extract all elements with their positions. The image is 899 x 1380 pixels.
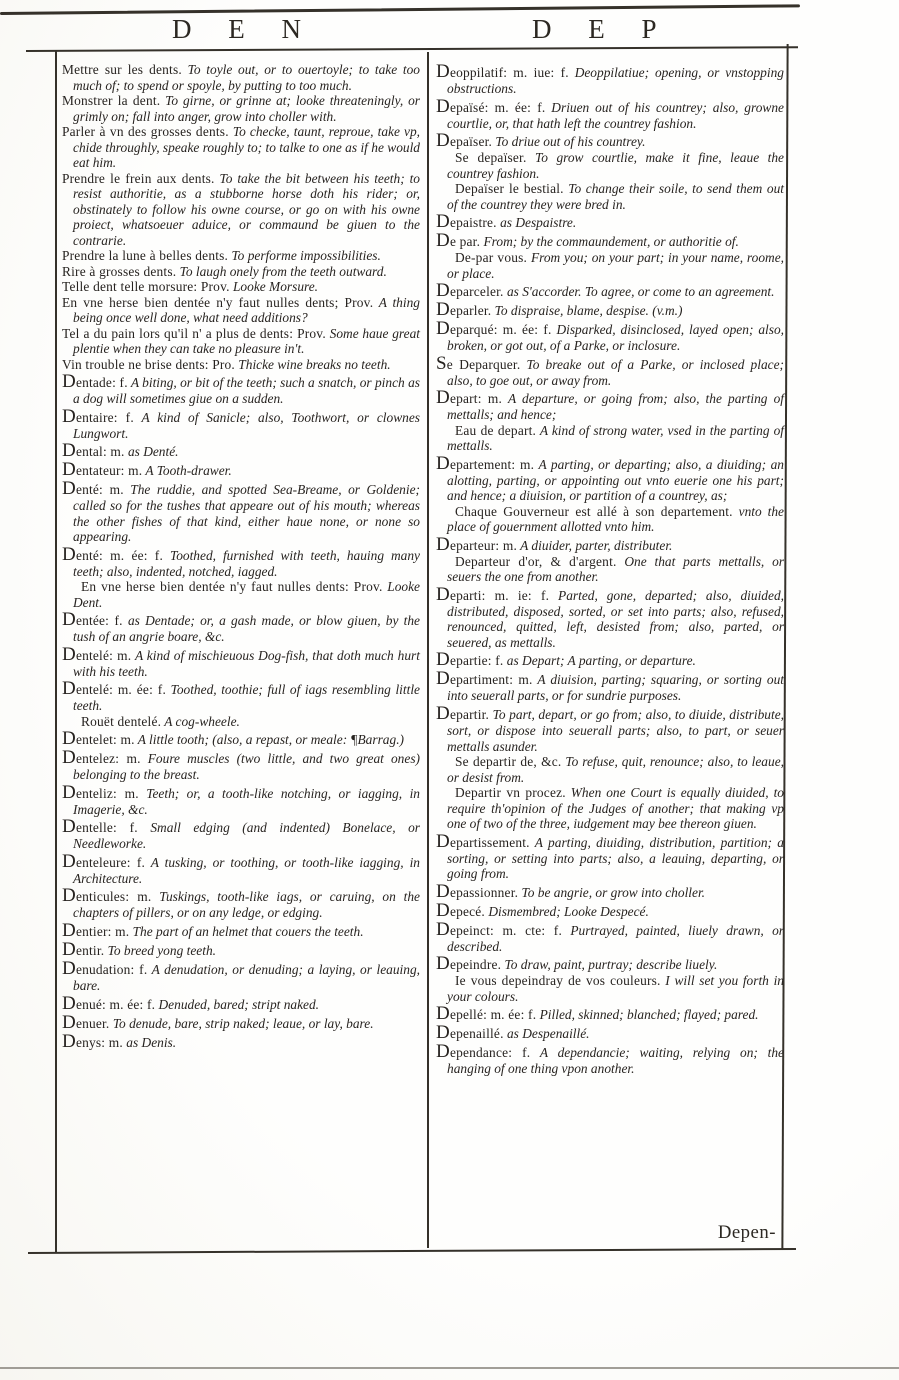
dictionary-entry [62, 783, 420, 818]
entry-term: Dentir. [62, 939, 105, 960]
entry-term: De par. [436, 230, 481, 252]
entry-initial-capital: D [62, 958, 76, 980]
dictionary-entry [436, 920, 784, 955]
entry-initial-capital: D [62, 850, 76, 872]
dictionary-entry [436, 388, 784, 423]
dictionary-entry [436, 882, 784, 901]
entry-definition: as Despenaillé. [503, 1026, 590, 1042]
dictionary-entry [436, 454, 784, 504]
entry-definition: A diuision, parting; squaring, or sorting out into seuerall parts, or for sundrie purposes. [447, 672, 784, 704]
entry-definition: A parting, or departing; also, a diuiding; an alotting, parting, or appointing out vnto euerie one his part; and hence; a diuision, or partition of a countrey, as; [447, 456, 784, 504]
entry-initial-capital: D [436, 953, 450, 975]
entry-term: Rouët dentelé. [81, 713, 162, 729]
dictionary-entry [436, 669, 784, 704]
entry-term: Dentateur: m. [62, 459, 143, 481]
entry-definition: Looke Dent. [73, 579, 420, 610]
dictionary-entry [436, 423, 784, 454]
entry-definition: To breake out of a Parke, or inclosed place; also, to goe out, or away from. [447, 356, 784, 388]
entry-term: Dentelé: m. [62, 643, 132, 665]
entry-term: Depeinct: m. cte: f. [436, 918, 562, 940]
entry-term: Rire à grosses dents. [62, 263, 177, 279]
entry-term: Tel a du pain lors qu'il n' a plus de dents: Prov. [62, 325, 326, 341]
entry-term: Dentelle: f. [62, 816, 138, 838]
entry-term: Dentelez: m. [62, 747, 141, 769]
entry-term: Dentelet: m. [62, 728, 135, 750]
dictionary-entry [62, 714, 420, 730]
entry-term: Chaque Gouverneur est allé à son departement. [455, 503, 733, 519]
entry-term: De-par vous. [455, 250, 528, 266]
entry-term: Deoppilatif: m. iue: f. [436, 61, 569, 82]
entry-definition: as Denis. [122, 1034, 177, 1050]
dictionary-entry [436, 319, 784, 354]
entry-initial-capital: D [436, 702, 450, 724]
entry-term: Depaïsé: m. ée: f. [436, 95, 546, 117]
entry-initial-capital: D [436, 668, 450, 690]
entry-definition: Foure muscles (two little, and two great ones) belonging to the breast. [73, 751, 420, 783]
entry-initial-capital: D [436, 918, 450, 940]
entry-definition: From; by the commaundement, or authoritie of. [480, 234, 739, 250]
entry-definition: as Dentade; or, a gash made, or blow giuen, by the tush of an angrie boare, &c. [73, 613, 420, 645]
entry-term: Departeur d'or, & d'argent. [455, 553, 617, 569]
dictionary-entry [436, 785, 784, 832]
entry-term: Depecé. [436, 899, 485, 921]
dictionary-entry [436, 1023, 784, 1042]
entry-definition: A diuider, parter, distributer. [517, 537, 673, 553]
entry-term: Dentée: f. [62, 609, 123, 631]
entry-definition: Driuen out of his countrey; also, growne courtlie, or, that hath left the countrey fashion. [447, 99, 784, 131]
dictionary-entry [436, 231, 784, 250]
frame-bottom-rule [28, 1248, 796, 1254]
header-bottom-rule [26, 46, 798, 52]
entry-initial-capital: D [62, 1030, 76, 1052]
dictionary-entry [436, 281, 784, 300]
entry-term: Depellé: m. ée: f. [436, 1003, 537, 1025]
entry-definition: To driue out of his countrey. [492, 134, 646, 150]
entry-definition: To breed yong teeth. [104, 943, 216, 958]
dictionary-entry [436, 554, 784, 585]
entry-definition: Dismembred; Looke Despecé. [484, 903, 649, 919]
entry-definition: A kind of mischieuous Dog-fish, that doth much hurt with his teeth. [73, 647, 420, 679]
entry-initial-capital: D [62, 609, 76, 631]
dictionary-entry [62, 817, 420, 852]
dictionary-entry [436, 1004, 784, 1023]
entry-initial-capital: D [436, 230, 450, 252]
entry-definition: To be angrie, or grow into choller. [518, 884, 706, 900]
dictionary-entry [62, 357, 420, 373]
dictionary-entry [62, 372, 420, 407]
frame-left-rule [55, 50, 57, 1252]
dictionary-entry [436, 1042, 784, 1077]
page-bottom-edge [0, 1367, 899, 1369]
entry-term: Dentier: m. [62, 919, 130, 941]
entry-initial-capital: D [62, 678, 76, 700]
entry-definition: vnto the place of gouernment allotted vnto him. [447, 503, 784, 535]
dictionary-entry [62, 1013, 420, 1032]
entry-initial-capital: D [436, 1041, 450, 1063]
column-right [436, 62, 784, 1077]
entry-definition: Purtrayed, painted, liuely drawn, or described. [447, 922, 785, 954]
entry-definition: The ruddie, and spotted Sea-Breame, or Goldenie; called so for the tushes that appeare out of his mouth; whereas the other fishes of that kind, either haue none, or none so appearing. [73, 482, 420, 545]
entry-term: Dentade: f. [62, 371, 128, 392]
catchword [436, 1222, 776, 1244]
dictionary-entry [436, 535, 784, 554]
entry-term: En vne herse bien dentée n'y faut nulles dents: Prov. [81, 579, 383, 595]
entry-term: Departir vn procez. [455, 785, 566, 800]
dictionary-entry [62, 171, 420, 249]
entry-term: Depaïser. [436, 130, 493, 152]
dictionary-entry [62, 940, 420, 959]
entry-term: Departir. [436, 702, 490, 724]
entry-initial-capital: D [62, 478, 76, 500]
entry-definition: To performe impossibilities. [228, 248, 381, 263]
entry-initial-capital: D [436, 899, 450, 921]
dictionary-entry [436, 181, 784, 212]
entry-term: Depeindre. [436, 953, 502, 975]
entry-definition: Toothed, toothie; full of iags resembling little teeth. [73, 682, 420, 714]
catchword-text: Depen- [717, 1222, 776, 1243]
entry-definition: Pilled, skinned; blanched; flayed; pared. [536, 1007, 759, 1023]
entry-initial-capital: D [436, 299, 450, 321]
entry-term: Dentelé: m. ée: f. [62, 678, 166, 700]
entry-definition: A departure, or going from; also, the parting of mettalls; and hence; [447, 391, 784, 423]
entry-initial-capital: D [436, 583, 450, 605]
entry-definition: Denuded, bared; stript naked. [155, 996, 320, 1012]
entry-initial-capital: D [436, 880, 450, 902]
dictionary-entry [62, 279, 420, 295]
entry-term: Departissement. [436, 830, 530, 852]
entry-definition: Disparked, disinclosed, layed open; also, broken, or got out, of a Parke, or inclosure. [447, 322, 784, 354]
entry-definition: From you; on your part; in your name, roome, or place. [447, 250, 784, 281]
entry-term: Denté: m. [62, 478, 124, 500]
dictionary-entry [62, 407, 420, 442]
entry-term: Depaistre. [436, 211, 497, 233]
entry-initial-capital: D [62, 939, 76, 960]
entry-definition: A parting, diuiding, distribution, partition; a sorting, or setting into parts; also, a leauing, departing, or going from. [447, 834, 784, 882]
entry-definition: To girne, or grinne at; looke threateningly, or grimly on; fall into anger, grow into choller with. [73, 93, 420, 124]
dictionary-entry [62, 921, 420, 940]
entry-initial-capital: D [62, 459, 76, 481]
entry-definition: as Denté. [124, 444, 179, 460]
entry-term: Eau de depart. [455, 422, 537, 438]
dictionary-entry [436, 754, 784, 785]
entry-initial-capital: D [62, 728, 76, 750]
dictionary-entry [436, 62, 784, 97]
running-head-right: D E P [532, 14, 672, 44]
entry-initial-capital: D [62, 919, 76, 941]
entry-term: Prendre le frein aux dents. [62, 170, 215, 186]
entry-term: Dependance: f. [436, 1041, 531, 1063]
dictionary-entry [62, 645, 420, 680]
entry-term: Parler à vn des grosses dents. [62, 124, 229, 139]
entry-definition: A Tooth-drawer. [142, 463, 232, 479]
entry-definition: A thing being once well done, what need additions? [73, 294, 420, 325]
dictionary-entry [436, 973, 784, 1004]
dictionary-entry [62, 610, 420, 645]
entry-term: Departie: f. [436, 649, 504, 671]
entry-term: En vne herse bien dentée n'y faut nulles dents; Prov. [62, 294, 374, 310]
entry-initial-capital: D [62, 781, 76, 803]
entry-term: Denté: m. ée: f. [62, 543, 164, 565]
entry-definition: Some haue great plentie when they can take no pleasure in't. [73, 325, 420, 356]
dictionary-entry [436, 704, 784, 754]
entry-term: Monstrer la dent. [62, 93, 161, 108]
dictionary-entry [62, 62, 420, 93]
entry-term: Depenaillé. [436, 1022, 504, 1044]
entry-definition: A cog-wheele. [161, 713, 240, 729]
entry-initial-capital: D [62, 992, 76, 1014]
dictionary-entry [436, 901, 784, 920]
dictionary-entry [62, 679, 420, 714]
entry-term: Deparler. [436, 299, 492, 321]
entry-term: Ie vous depeindray de vos couleurs. [455, 973, 661, 989]
dictionary-entry [62, 460, 420, 479]
entry-term: Denteliz: m. [62, 781, 139, 803]
entry-term: Telle dent telle morsure: Prov. [62, 279, 230, 294]
entry-definition: Teeth; or, a tooth-like notching, or iagging, in Imagerie, &c. [73, 785, 421, 817]
dictionary-entry [62, 441, 420, 460]
entry-definition: To denude, bare, strip naked; leaue, or lay, bare. [109, 1015, 374, 1031]
entry-initial-capital: D [436, 1022, 450, 1044]
entry-definition: The part of an helmet that couers the teeth. [129, 923, 364, 939]
dictionary-entry [436, 585, 784, 651]
entry-term: Denuer. [62, 1011, 110, 1033]
dictionary-entry [436, 212, 784, 231]
entry-initial-capital: D [62, 643, 76, 665]
dictionary-entry [62, 1032, 420, 1051]
entry-term: Depart: m. [436, 387, 503, 409]
entry-definition: A biting, or bit of the teeth; such a snatch, or pinch as a dog will sometimes giue on a sudden. [73, 375, 420, 407]
entry-term: Denys: m. [62, 1030, 123, 1052]
entry-definition: A kind of strong water, vsed in the parting of mettalls. [447, 422, 784, 454]
entry-term: Denué: m. ée: f. [62, 992, 156, 1014]
dictionary-entry [62, 959, 420, 994]
entry-initial-capital: D [436, 830, 450, 852]
dictionary-entry [62, 93, 420, 124]
entry-definition: To grow courtlie, make it fine, leaue the countrey fashion. [447, 150, 784, 181]
entry-initial-capital: D [436, 130, 450, 152]
entry-definition: To change their soile, to send them out of the countrey they were bred in. [447, 181, 784, 212]
entry-initial-capital: D [436, 280, 450, 302]
dictionary-entry [436, 832, 784, 882]
entry-term: Deparceler. [436, 280, 504, 302]
entry-term: Departiment: m. [436, 668, 533, 690]
entry-definition: Looke Morsure. [229, 279, 319, 294]
dictionary-entry [62, 248, 420, 264]
entry-term: Dentaire: f. [62, 405, 134, 427]
entry-term: Mettre sur les dents. [62, 62, 182, 77]
entry-definition: A dependancie; waiting, relying on; the hanging of one thing vpon another. [447, 1045, 784, 1077]
entry-term: Depaïser le bestial. [455, 181, 564, 197]
entry-definition: Toothed, furnished with teeth, hauing many teeth; also, indented, notched, iagged. [73, 547, 420, 579]
entry-definition: One that parts mettalls, or seuers the one from another. [447, 553, 784, 585]
dictionary-entry [62, 579, 420, 610]
entry-definition: Parted, gone, departed; also, diuided, distributed, disposed, sorted, or set into parts; also, refused, renounced, quitted, left, desisted from; also, parted, or seuered, as mettalls. [447, 587, 784, 650]
entry-term: Departeur: m. [436, 533, 518, 555]
entry-definition: A kind of Sanicle; also, Toothwort, or clownes Lungwort. [73, 409, 420, 441]
entry-initial-capital: D [62, 440, 76, 462]
dictionary-entry [62, 295, 420, 326]
entry-term: Denticules: m. [62, 885, 152, 907]
entry-initial-capital: D [436, 318, 450, 340]
dictionary-entry [62, 264, 420, 280]
entry-definition: A denudation, or denuding; a laying, or leauing, bare. [73, 962, 420, 994]
entry-initial-capital: S [436, 352, 447, 374]
entry-initial-capital: D [436, 533, 450, 555]
dictionary-entry [436, 650, 784, 669]
dictionary-entry [62, 748, 420, 783]
entry-definition: as S'accorder. To agree, or come to an agreement. [503, 284, 775, 300]
entry-definition: as Despaistre. [496, 215, 577, 231]
entry-definition: To toyle out, or to ouertoyle; to take too much of; to spend or spoyle, by putting to too much. [73, 62, 420, 93]
entry-initial-capital: D [62, 371, 76, 392]
dictionary-entry [436, 504, 784, 535]
dictionary-entry [62, 479, 420, 545]
entry-definition: To take the bit between his teeth; to resist authoritie, as a stubborne horse doth his rider; or, obstinately to follow his owne course, or go on with his owne proiect, whatsoeuer aduice, or commaund be giuen to the contrarie. [73, 170, 421, 248]
entry-term: Deparqué: m. ée: f. [436, 318, 552, 340]
dictionary-entry [62, 994, 420, 1013]
entry-definition: When one Court is equally diuided, to require th'opinion of the Judges of another; that making vp one of two of the three, iudgement may bee thereon giuen. [447, 785, 784, 831]
dictionary-entry [436, 97, 784, 132]
entry-definition: To laugh onely from the teeth outward. [176, 263, 387, 279]
entry-term: Departi: m. ie: f. [436, 583, 550, 605]
entry-term: Denudation: f. [62, 958, 148, 980]
entry-term: Se Deparquer. [436, 352, 521, 374]
entry-term: Depassionner. [436, 880, 519, 902]
entry-definition: A little tooth; (also, a repast, or meale: ¶Barrag.) [134, 732, 404, 748]
dictionary-entry [62, 729, 420, 748]
entry-initial-capital: D [62, 543, 76, 565]
entry-definition: To checke, taunt, reproue, take vp, chide throughly, speake roughly to; to talke to one as if he would eat him. [73, 124, 420, 170]
top-rule [0, 4, 800, 15]
entry-definition: Deoppilatiue; opening, or vnstopping obstructions. [447, 65, 784, 97]
entry-initial-capital: D [62, 885, 76, 907]
dictionary-entry [436, 131, 784, 150]
entry-definition: To draw, paint, purtray; describe liuely. [501, 957, 718, 973]
entry-definition: A tusking, or toothing, or tooth-like iagging, in Architecture. [73, 854, 420, 886]
entry-term: Dental: m. [62, 440, 125, 462]
entry-definition: To dispraise, blame, despise. (v.m.) [491, 303, 683, 319]
entry-initial-capital: D [436, 649, 450, 671]
entry-definition: Tuskings, tooth-like iags, or caruing, on the chapters of pillers, or on any ledge, or edging. [73, 889, 420, 921]
dictionary-entry [436, 354, 784, 389]
entry-definition: Thicke wine breaks no teeth. [234, 356, 391, 372]
entry-initial-capital: D [62, 747, 76, 769]
dictionary-entry [436, 954, 784, 973]
entry-term: Prendre la lune à belles dents. [62, 248, 229, 263]
dictionary-entry [436, 150, 784, 181]
running-head-left: D E N [172, 14, 316, 44]
dictionary-entry [62, 124, 420, 171]
dictionary-entry [62, 886, 420, 921]
entry-term: Denteleure: f. [62, 850, 146, 872]
dictionary-entry [436, 250, 784, 281]
entry-initial-capital: D [62, 1011, 76, 1033]
dictionary-entry [62, 545, 420, 580]
entry-term: Se departir de, &c. [455, 754, 562, 769]
entry-definition: To part, depart, or go from; also, to diuide, distribute, sort, or dispose into seuerall parts; also, to part, or seuer mettalls asunder. [447, 706, 784, 754]
entry-term: Vin trouble ne brise dents: Pro. [62, 356, 235, 372]
entry-initial-capital: D [62, 405, 76, 427]
entry-definition: Small edging (and indented) Bonelace, or Needleworke. [73, 820, 420, 852]
column-left [62, 62, 420, 1051]
entry-term: Departement: m. [436, 452, 535, 474]
dictionary-entry [62, 852, 420, 887]
entry-definition: I will set you forth in your colours. [447, 973, 784, 1004]
column-divider-rule [427, 52, 429, 1248]
entry-initial-capital: D [436, 1003, 450, 1025]
entry-definition: To refuse, quit, renounce; also, to leaue, or desist from. [447, 754, 784, 785]
entry-initial-capital: D [436, 95, 450, 117]
dictionary-entry [436, 300, 784, 319]
entry-initial-capital: D [436, 452, 450, 474]
entry-initial-capital: D [436, 211, 450, 233]
entry-initial-capital: D [436, 61, 450, 82]
dictionary-entry [62, 326, 420, 357]
entry-term: Se depaïser. [455, 150, 527, 166]
entry-initial-capital: D [436, 387, 450, 409]
entry-initial-capital: D [62, 816, 76, 838]
entry-definition: as Depart; A parting, or departure. [503, 653, 696, 669]
